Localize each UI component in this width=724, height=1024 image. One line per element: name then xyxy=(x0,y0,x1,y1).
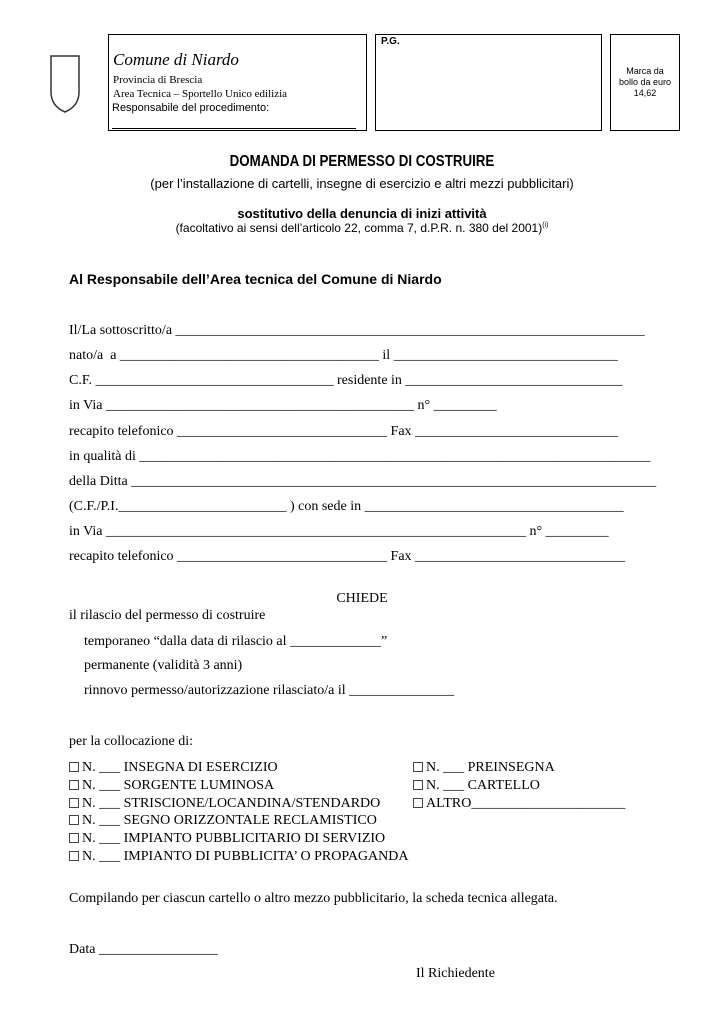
option-label: N. ___ SORGENTE LUMINOSA xyxy=(82,778,275,793)
placement-option-pre-sign[interactable] xyxy=(413,760,555,776)
field-role[interactable]: in qualità di _________________________________________________________________________ xyxy=(69,449,651,464)
placement-option-banner[interactable] xyxy=(69,796,380,812)
checkbox-icon[interactable] xyxy=(69,798,79,808)
placement-option-propaganda[interactable] xyxy=(69,849,408,865)
request-option-permanent[interactable]: permanente (validità 3 anni) xyxy=(84,658,243,673)
substitute-heading: sostitutivo della denuncia di inizi attività xyxy=(237,206,487,221)
request-intro: il rilascio del permesso di costruire xyxy=(69,608,266,623)
document-title: DOMANDA DI PERMESSO DI COSTRUIRE xyxy=(229,153,495,170)
pg-label: P.G. xyxy=(381,36,400,47)
checkbox-icon[interactable] xyxy=(69,815,79,825)
checkbox-icon[interactable] xyxy=(69,851,79,861)
field-signatory[interactable]: Il/La sottoscritto/a ___________________________________________________________________ xyxy=(69,323,645,338)
field-tax-code[interactable]: C.F. __________________________________ residente in _______________________________ xyxy=(69,373,623,388)
field-vat-seat[interactable]: (C.F./P.I.________________________ ) con sede in _____________________________________ xyxy=(69,499,624,514)
field-phone[interactable]: recapito telefonico ______________________________ Fax _____________________________ xyxy=(69,424,619,439)
option-label: N. ___ SEGNO ORIZZONTALE RECLAMISTICO xyxy=(82,813,377,828)
date-field[interactable]: Data _________________ xyxy=(69,942,218,957)
applicant-signature-label: Il Richiedente xyxy=(416,966,495,981)
responsible-line xyxy=(112,128,356,129)
checkbox-icon[interactable] xyxy=(69,833,79,843)
request-heading: CHIEDE xyxy=(336,591,388,606)
responsible-label: Responsabile del procedimento: xyxy=(112,102,270,114)
option-label: N. ___ STRISCIONE/LOCANDINA/STENDARDO xyxy=(82,796,381,811)
placement-option-other[interactable] xyxy=(413,796,625,812)
option-label: N. ___ INSEGNA DI ESERCIZIO xyxy=(82,760,278,775)
checkbox-icon[interactable] xyxy=(413,798,423,808)
option-label: N. ___ CARTELLO xyxy=(426,778,540,793)
checkbox-icon[interactable] xyxy=(69,762,79,772)
stamp-line-2: bollo da euro xyxy=(618,77,672,87)
option-label: N. ___ IMPIANTO PUBBLICITARIO DI SERVIZIO xyxy=(82,831,386,846)
checkbox-icon[interactable] xyxy=(413,762,423,772)
request-option-renewal[interactable]: rinnovo permesso/autorizzazione rilasciato/a il _______________ xyxy=(84,683,455,698)
checkbox-icon[interactable] xyxy=(413,780,423,790)
option-label: N. ___ PREINSEGNA xyxy=(426,760,555,775)
placement-option-road-marking[interactable] xyxy=(69,813,377,829)
field-birthplace[interactable]: nato/a a _____________________________________ il ________________________________ xyxy=(69,348,618,363)
stamp-text xyxy=(610,66,680,99)
option-label: N. ___ IMPIANTO DI PUBBLICITA’ O PROPAGANDA xyxy=(82,849,409,864)
coat-of-arms-icon xyxy=(48,52,82,114)
optional-note-text: (facoltativo ai sensi dell’articolo 22, comma 7, d.P.R. n. 380 del 2001) xyxy=(175,221,543,235)
placement-option-light[interactable] xyxy=(69,778,274,794)
addressee: Al Responsabile dell’Area tecnica del Comune di Niardo xyxy=(69,271,442,287)
protocol-box xyxy=(375,34,602,131)
closing-note: Compilando per ciascun cartello o altro mezzo pubblicitario, la scheda tecnica allegata. xyxy=(69,891,558,906)
placement-option-service-billboard[interactable] xyxy=(69,831,385,847)
stamp-line-3: 14,62 xyxy=(633,88,657,98)
placement-intro: per la collocazione di: xyxy=(69,734,193,749)
field-company-street[interactable]: in Via ____________________________________________________________ n° _________ xyxy=(69,524,609,539)
option-label: ALTRO______________________ xyxy=(426,796,626,811)
note-reference: (i) xyxy=(542,222,549,229)
department-text: Area Tecnica – Sportello Unico edilizia xyxy=(113,88,288,100)
stamp-line-1: Marca da xyxy=(626,66,664,76)
placement-option-billboard[interactable] xyxy=(413,778,540,794)
field-company-phone[interactable]: recapito telefonico ______________________________ Fax ______________________________ xyxy=(69,549,626,564)
province-text: Provincia di Brescia xyxy=(113,74,203,86)
optional-note xyxy=(0,221,724,235)
field-street[interactable]: in Via ____________________________________________ n° _________ xyxy=(69,398,497,413)
checkbox-icon[interactable] xyxy=(69,780,79,790)
document-subtitle: (per l’installazione di cartelli, insegne di esercizio e altri mezzi pubblicitari) xyxy=(150,176,574,191)
field-company[interactable]: della Ditta ___________________________________________________________________________ xyxy=(69,474,657,489)
request-option-temporary[interactable]: temporaneo “dalla data di rilascio al _____________” xyxy=(84,634,388,649)
placement-option-sign[interactable] xyxy=(69,760,278,776)
municipality-name: Comune di Niardo xyxy=(113,50,239,69)
